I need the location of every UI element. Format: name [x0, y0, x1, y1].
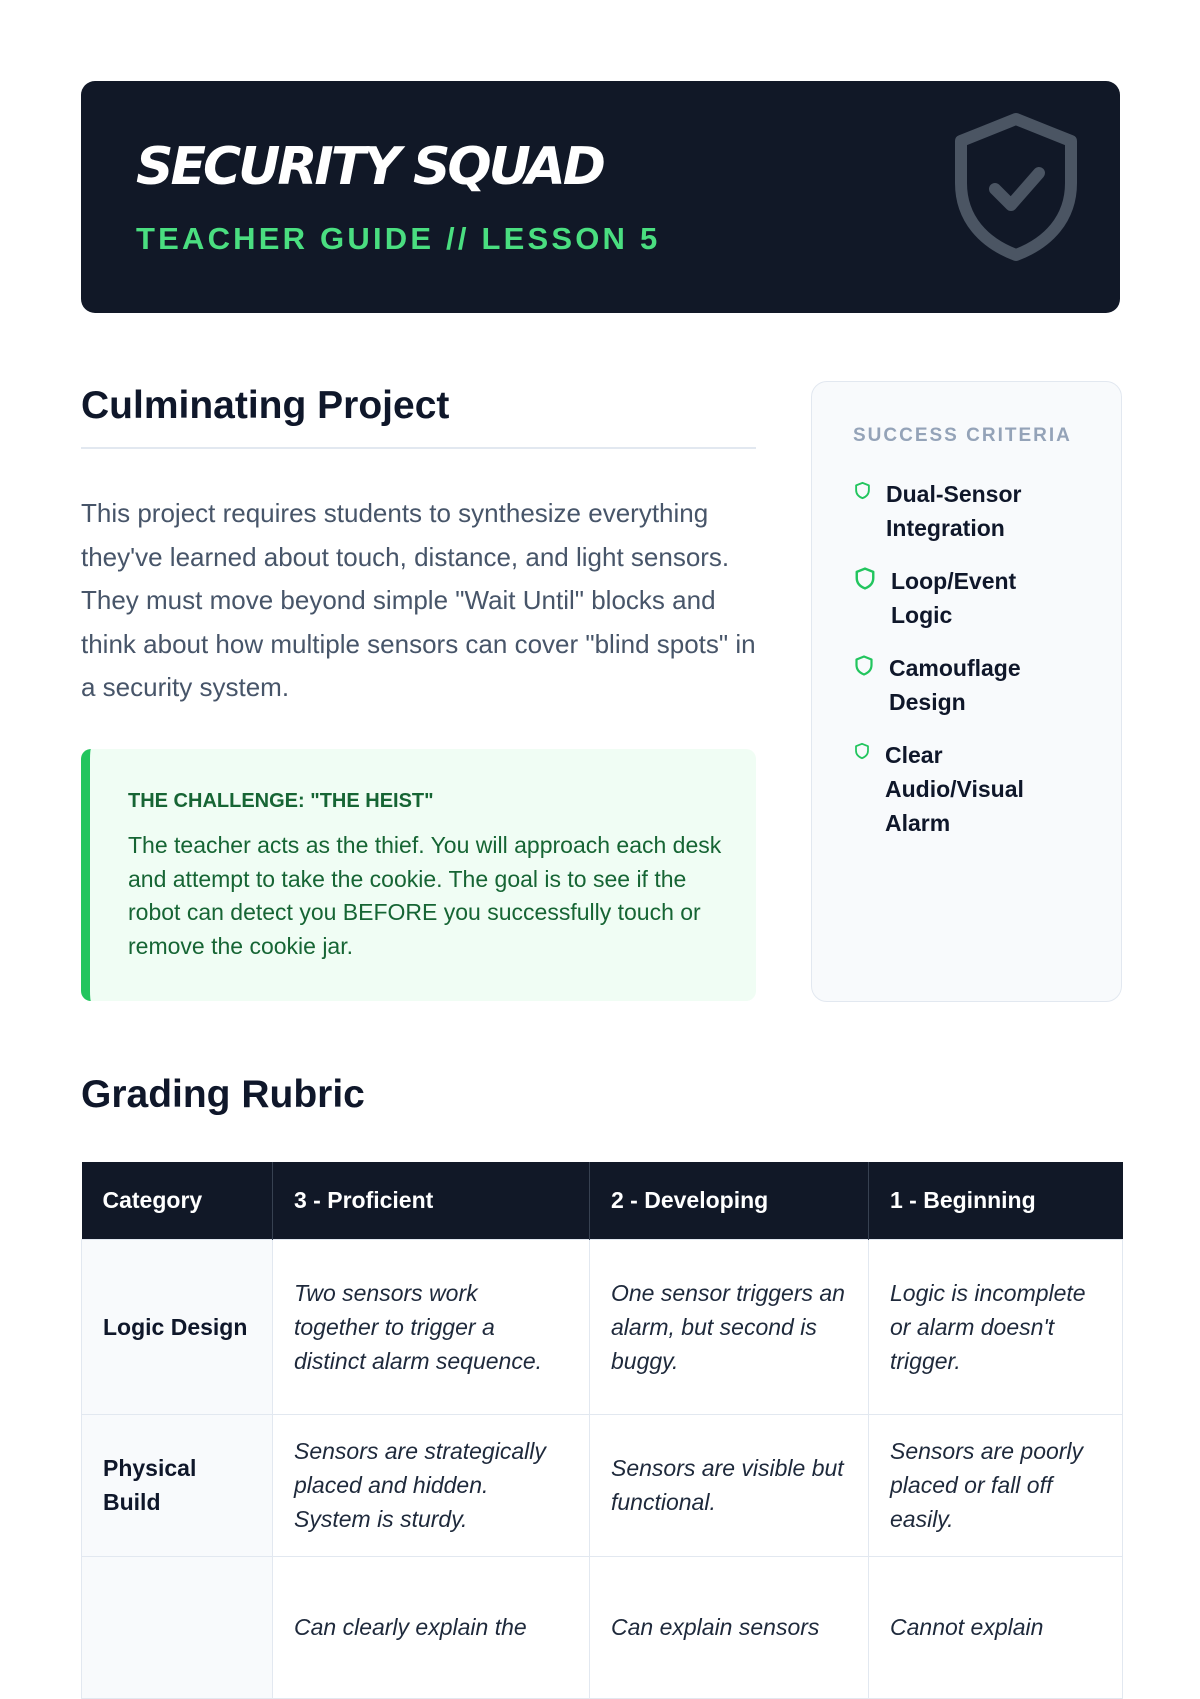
column-header: 3 - Proficient: [273, 1162, 590, 1239]
criteria-item: [854, 738, 1055, 840]
heading-divider: [81, 447, 756, 449]
guide-title: SECURITY SQUAD: [136, 137, 603, 197]
shield-icon: [854, 742, 870, 760]
column-header: 2 - Developing: [590, 1162, 869, 1239]
developing-cell: One sensor triggers an alarm, but second is buggy.: [590, 1239, 869, 1414]
table-row: [82, 1556, 1123, 1698]
shield-icon: [854, 566, 876, 591]
table-row: [82, 1414, 1123, 1556]
project-heading: Culminating Project: [81, 384, 450, 427]
criteria-label: Loop/Event Logic: [891, 568, 1017, 628]
criteria-label: Camouflage Design: [889, 655, 1021, 715]
criteria-heading: SUCCESS CRITERIA: [853, 425, 1072, 446]
developing-cell: Can explain sensors: [590, 1556, 869, 1698]
shield-icon: [854, 654, 874, 677]
column-header: Category: [82, 1162, 273, 1239]
proficient-cell: Two sensors work together to trigger a distinct alarm sequence.: [273, 1239, 590, 1414]
success-criteria-card: [811, 381, 1122, 1002]
category-cell: Physical Build: [82, 1414, 273, 1556]
rubric-heading: Grading Rubric: [81, 1073, 365, 1116]
grading-rubric-table: [81, 1162, 1123, 1699]
guide-subtitle: TEACHER GUIDE // LESSON 5: [136, 221, 661, 256]
proficient-cell: Sensors are strategically placed and hidden. System is sturdy.: [273, 1414, 590, 1556]
criteria-item: [854, 564, 1041, 632]
table-header-row: [82, 1162, 1123, 1239]
challenge-title: THE CHALLENGE: "THE HEIST": [128, 790, 434, 812]
category-cell: [82, 1556, 273, 1698]
project-intro: This project requires students to synthesize everything they've learned about touch, distance, and light sensors. They must move beyond simple "Wait Until" blocks and think about how multiple sensors can cover "blind spots" in a security system.: [81, 498, 756, 702]
criteria-label: Dual-Sensor Integration: [886, 481, 1022, 541]
beginning-cell: Cannot explain: [869, 1556, 1123, 1698]
shield-icon: [854, 481, 871, 500]
column-header: 1 - Beginning: [869, 1162, 1123, 1239]
header-banner: [81, 81, 1120, 313]
beginning-cell: Logic is incomplete or alarm doesn't trigger.: [869, 1239, 1123, 1414]
category-cell: Logic Design: [82, 1239, 273, 1414]
developing-cell: Sensors are visible but functional.: [590, 1414, 869, 1556]
criteria-item: [854, 651, 1039, 719]
table-row: [82, 1239, 1123, 1414]
challenge-callout: [81, 749, 756, 1001]
criteria-label: Clear Audio/Visual Alarm: [885, 742, 1024, 836]
beginning-cell: Sensors are poorly placed or fall off easily.: [869, 1414, 1123, 1556]
criteria-item: [854, 477, 1046, 545]
shield-check-icon: [951, 111, 1081, 261]
proficient-cell: Can clearly explain the: [273, 1556, 590, 1698]
challenge-body: The teacher acts as the thief. You will approach each desk and attempt to take the cookie. The goal is to see if the robot can detect you BEFORE you successfully touch or remove the cookie jar.: [128, 832, 722, 959]
